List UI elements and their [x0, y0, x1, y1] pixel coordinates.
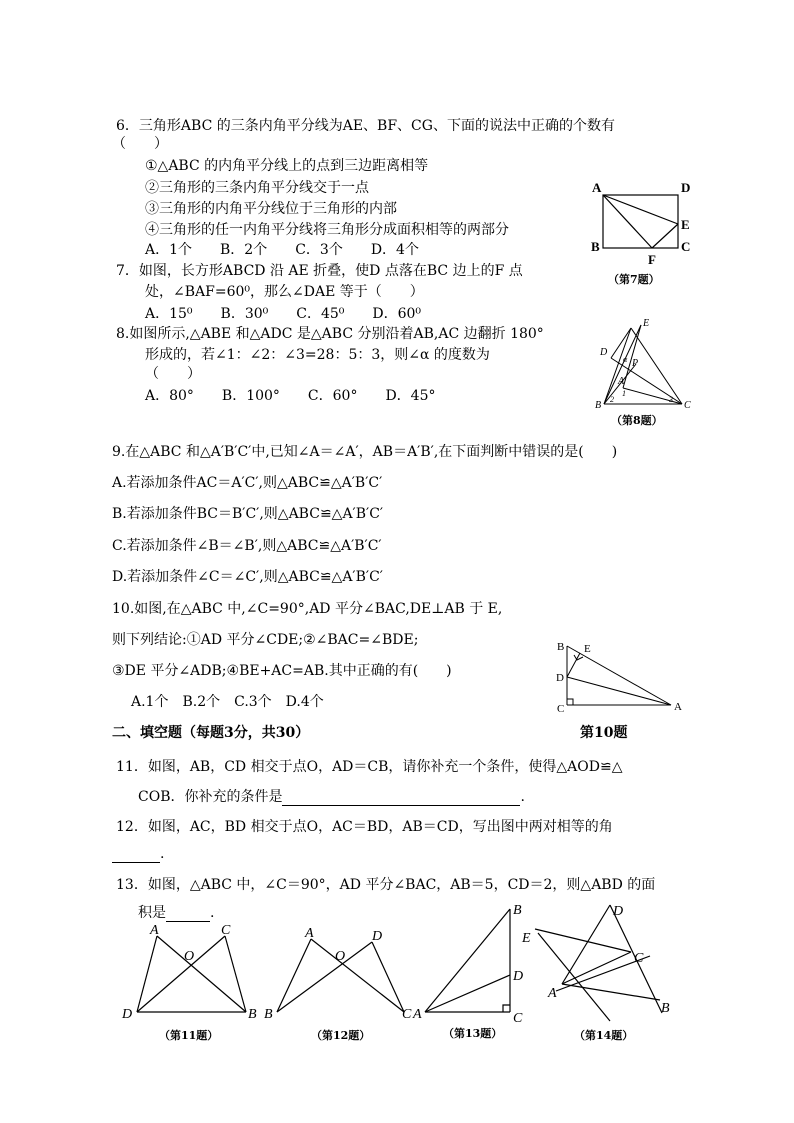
fig7-label-c: C: [681, 239, 691, 254]
q13-line-1: 13．如图，△ABC 中，∠C＝90°，AD 平分∠BAC，AB＝5，CD＝2，则△ABD 的面: [116, 877, 656, 893]
q12-line-1: 12．如图，AC，BD 相交于点O，AC＝BD，AB＝CD，写出图中两对相等的角: [116, 819, 613, 835]
q9-option-b: B.若添加条件BC＝B′C′,则△ABC≌△A′B′C′: [112, 506, 384, 522]
fig7-caption: （第7题）: [608, 273, 660, 286]
fig14-label-c: C: [634, 951, 644, 966]
q8-answer-paren: （ ）: [145, 366, 201, 382]
fig11-label-d: D: [122, 1007, 133, 1022]
fig14-label-d: D: [613, 904, 624, 919]
fig10-caption: 第10题: [580, 725, 628, 741]
fig7-label-f: F: [648, 252, 656, 267]
q7-line-1: 7．如图，长方形ABCD 沿 AE 折叠，使D 点落在BC 边上的F 点: [116, 263, 523, 279]
fig14-label-a: A: [548, 986, 557, 1001]
q6-stem: 6．三角形ABC 的三条内角平分线为AE、BF、CG、下面的说法中正确的个数有: [116, 118, 615, 134]
q11-line-2-text: COB．你补充的条件是: [138, 789, 283, 805]
q9-stem: 9.在△ABC 和△A′B′C′中,已知∠A＝∠A′，AB＝A′B′,在下面判断中错误的是( ): [112, 444, 618, 460]
q13-line-2-text: 积是: [138, 905, 166, 921]
q13-period: .: [210, 905, 215, 921]
fig10-label-c: C: [557, 703, 565, 715]
fig13-label-a: A: [413, 1007, 422, 1022]
fig8-label-b: B: [595, 400, 602, 411]
fig8-label-p: P: [632, 358, 639, 369]
q12-period: .: [160, 846, 165, 862]
fig11-label-b: B: [248, 1007, 257, 1022]
fig7-label-b: B: [591, 239, 600, 254]
q7-line-2: 处，∠BAF=60⁰，那么∠DAE 等于（ ）: [145, 284, 424, 300]
fig7-label-a: A: [592, 180, 602, 195]
q6-statement-3: ③三角形的内角平分线位于三角形的内部: [145, 201, 397, 217]
q6-answer-paren: （ ）: [112, 136, 168, 152]
fig8-label-a: A: [618, 376, 625, 387]
fig8-label-e: E: [643, 318, 650, 329]
q11-period: .: [520, 789, 525, 805]
fig13-label-d: D: [513, 969, 524, 984]
fig13-caption: （第13题）: [443, 1027, 503, 1040]
fig8-label-d: D: [600, 347, 608, 358]
q9-option-a: A.若添加条件AC＝A′C′,则△ABC≌△A′B′C′: [112, 475, 383, 491]
q8-options: A．80° B．100° C．60° D．45°: [145, 388, 436, 404]
fig14-caption: （第14题）: [574, 1029, 634, 1042]
fig10-label-e: E: [584, 643, 591, 655]
fig12-caption: （第12题）: [311, 1029, 371, 1042]
fig8-label-alpha: α: [623, 355, 628, 364]
section-2-heading: 二、填空题（每题3分，共30）: [112, 725, 310, 741]
fig13-label-c: C: [513, 1011, 523, 1026]
fig10-label-b: B: [557, 641, 565, 653]
q9-option-d: D.若添加条件∠C＝∠C′,则△ABC≌△A′B′C′: [112, 569, 383, 585]
q10-line-1: 10.如图,在△ABC 中,∠C=90°,AD 平分∠BAC,DE⊥AB 于 E,: [112, 601, 503, 617]
q8-line-1: 8.如图所示,△ABE 和△ADC 是△ABC 分别沿着AB,AC 边翻折 180°: [116, 326, 544, 342]
q6-statement-4: ④三角形的任一内角平分线将三角形分成面积相等的两部分: [145, 222, 509, 238]
q10-line-3: ③DE 平分∠ADB;④BE+AC=AB.其中正确的有( ): [112, 663, 452, 679]
q8-line-2: 形成的，若∠1：∠2：∠3=28：5：3，则∠α 的度数为: [145, 347, 490, 363]
fig10-label-d: D: [556, 672, 564, 684]
fig8-angle-1: 1: [622, 389, 626, 398]
q11-line-1: 11．如图，AB，CD 相交于点O，AD＝CB，请你补充一个条件，使得△AOD≌△: [116, 759, 623, 775]
fig13-label-b: B: [513, 903, 522, 918]
q10-options: A.1个 B.2个 C.3个 D.4个: [131, 694, 324, 710]
fig7-label-e: E: [681, 217, 690, 232]
fig11-label-o: O: [184, 949, 195, 964]
fig12-label-o: O: [335, 949, 346, 964]
fig8-angle-3: 3: [669, 395, 673, 404]
q7-options: A．15⁰ B．30⁰ C．45⁰ D．60⁰: [145, 306, 422, 322]
fig12-label-a: A: [305, 926, 314, 941]
fig11-label-c: C: [221, 923, 231, 938]
fig12-label-c: C: [402, 1007, 412, 1022]
fig12-label-b: B: [264, 1007, 273, 1022]
fig11-caption: （第11题）: [159, 1029, 219, 1042]
fig8-label-c: C: [684, 400, 691, 411]
q6-statement-2: ②三角形的三条内角平分线交于一点: [145, 180, 369, 196]
q6-statement-1: ①△ABC 的内角平分线上的点到三边距离相等: [145, 158, 429, 174]
q9-option-c: C.若添加条件∠B＝∠B′,则△ABC≌△A′B′C′: [112, 538, 382, 554]
fig7-label-d: D: [681, 180, 691, 195]
fig14-label-e: E: [522, 931, 531, 946]
fig8-caption: （第8题）: [611, 414, 663, 427]
fig10-label-a: A: [674, 701, 682, 713]
fig14-label-b: B: [661, 1001, 670, 1016]
q6-options: A．1个 B．2个 C．3个 D．4个: [145, 242, 419, 258]
fig11-label-a: A: [150, 923, 159, 938]
fig8-angle-2: 2: [610, 395, 614, 404]
q10-line-2: 则下列结论:①AD 平分∠CDE;②∠BAC=∠BDE;: [112, 632, 419, 648]
fig12-label-d: D: [372, 929, 383, 944]
